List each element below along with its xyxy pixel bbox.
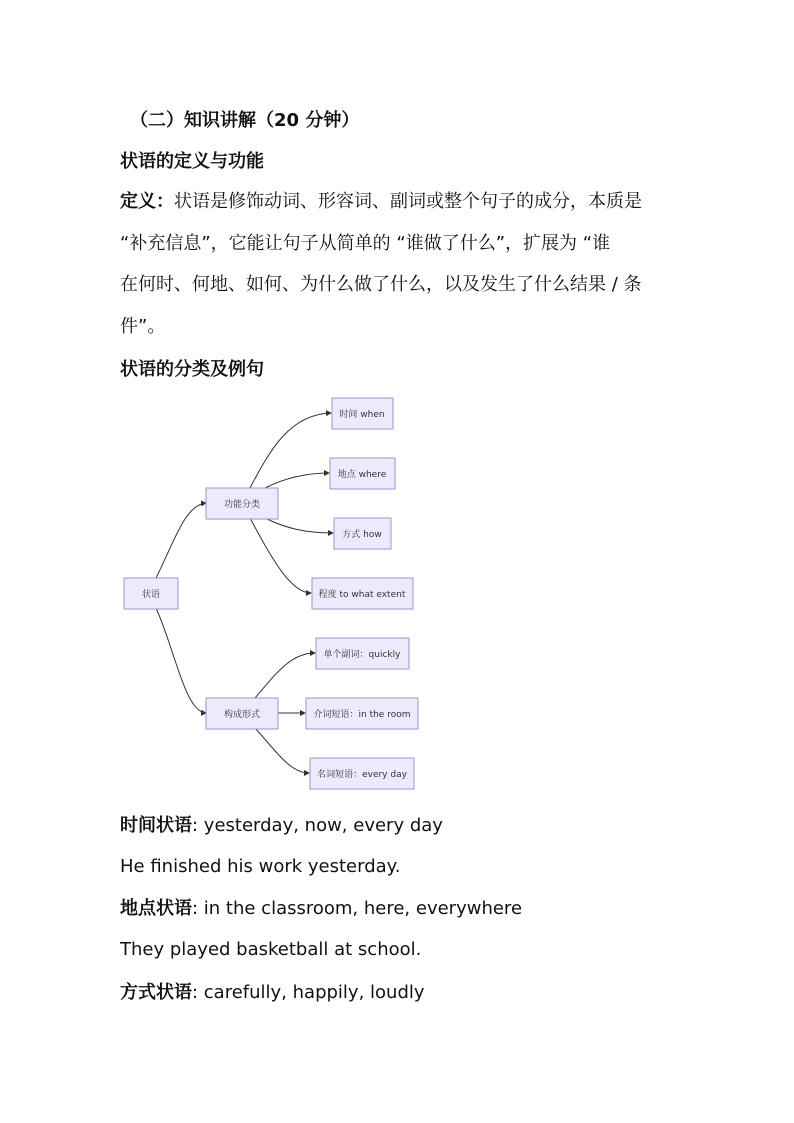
node-prep-phrase-label: 介词短语：in the room	[313, 710, 411, 720]
example-place-text: : in the classroom, here, everywhere	[192, 898, 523, 919]
node-place-label: 地点 where	[337, 470, 387, 480]
node-adverb	[316, 638, 409, 669]
edge-function-manner	[265, 518, 333, 533]
node-function-label: 功能分类	[223, 500, 261, 510]
heading-definition: 状语的定义与功能	[120, 151, 264, 172]
example-time	[120, 814, 443, 838]
edge-root-function	[156, 503, 206, 578]
node-degree-label: 程度 to what extent	[318, 590, 406, 600]
edge-function-degree	[250, 518, 311, 593]
node-manner	[334, 518, 391, 549]
definition-text-1: 状语是修饰动词、形容词、副词或整个句子的成分，本质是	[174, 191, 642, 212]
edge-form-adverb	[255, 653, 315, 698]
node-time	[332, 398, 393, 429]
edge-function-place	[265, 473, 329, 488]
example-manner-label: 方式状语	[120, 982, 192, 1003]
definition-line-1	[120, 190, 642, 214]
node-time-label: 时间 when	[339, 410, 385, 420]
node-manner-label: 方式 how	[342, 530, 382, 540]
example-place-label: 地点状语	[120, 898, 192, 919]
node-place	[330, 458, 395, 489]
definition-label: 定义：	[120, 191, 174, 212]
example-place	[120, 897, 522, 921]
node-adverb-label: 单个副词：quickly	[323, 650, 401, 660]
node-form-label: 构成形式	[223, 710, 261, 720]
edge-form-noun	[255, 728, 309, 773]
node-root-label: 状语	[141, 590, 161, 600]
node-noun-phrase	[310, 758, 414, 789]
node-form	[206, 698, 278, 729]
definition-line-2: “补充信息”，它能让句子从简单的 “谁做了什么”，扩展为 “谁	[120, 233, 611, 254]
node-root	[124, 578, 178, 609]
node-noun-phrase-label: 名词短语：every day	[317, 770, 407, 780]
definition-line-4: 件”。	[120, 316, 166, 337]
classification-diagram	[0, 390, 794, 800]
section-title: （二）知识讲解（20 分钟）	[130, 110, 360, 131]
node-function	[206, 488, 278, 519]
example-time-sentence: He finished his work yesterday.	[120, 856, 401, 877]
example-manner	[120, 981, 425, 1005]
heading-classification: 状语的分类及例句	[120, 359, 264, 380]
example-time-label: 时间状语	[120, 815, 192, 836]
node-prep-phrase	[306, 698, 418, 729]
definition-line-3: 在何时、何地、如何、为什么做了什么，以及发生了什么结果 / 条	[120, 274, 642, 295]
example-place-sentence: They played basketball at school.	[120, 939, 422, 960]
edge-function-time	[250, 413, 331, 488]
node-degree	[312, 578, 413, 609]
example-time-text: : yesterday, now, every day	[192, 815, 443, 836]
example-manner-text: : carefully, happily, loudly	[192, 982, 425, 1003]
edge-root-form	[156, 608, 206, 713]
